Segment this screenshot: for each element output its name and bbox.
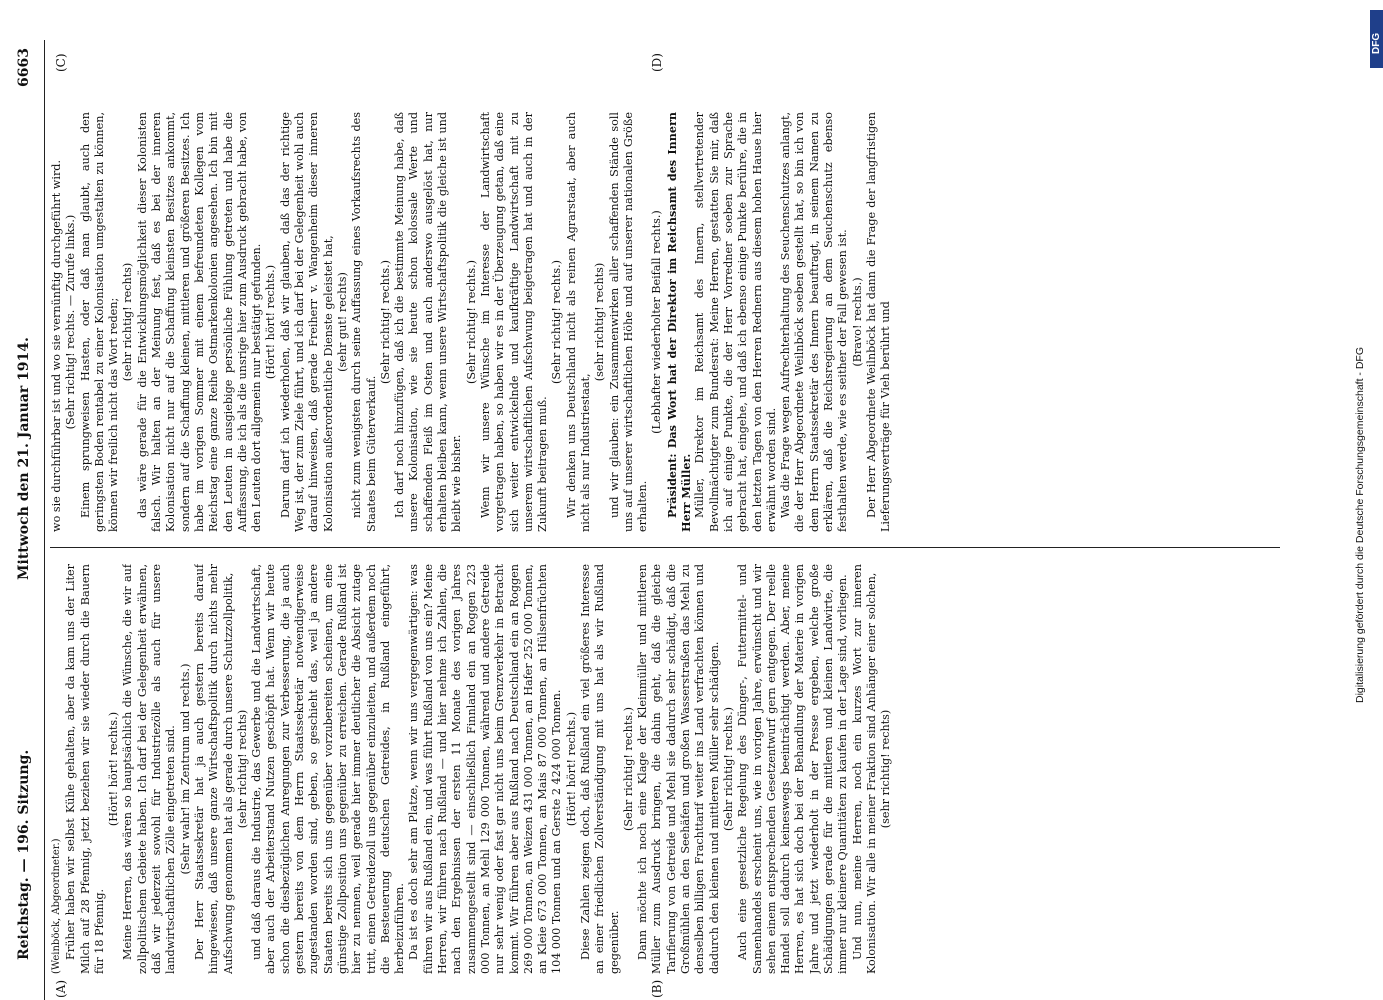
paragraph: Meine Herren, das wären so hauptsächlich die Wünsche, die wir auf zollpolitischem Gebiete haben. Ich darf bei der Gelegenheit erwähnen, daß wir jederzeit sowohl für Industriezölle als auch für unsere landwirtschaftlichen Zölle eingetreten sind. [121,564,178,974]
paragraph: Dann möchte ich noch eine Klage der Kleinmüller und mittleren Müller zum Ausdruck bringen, die dahin geht, daß die gleiche Tarifierung von Getreide und Mehl sie dadurch sehr schädigt, daß die Großmühlen an den Seehäfen und großen Wasserstraßen das Mehl zu denselben billigen Frachttarif weiter ins Land verfrachten können und dadurch den kleinen und mittleren Müller sehr schädigen. [636,564,721,974]
paragraph: Müller, Direktor im Reichsamt des Innern, stellvertretender Bevollmächtigter zum Bundesrat: Meine Herren, gestatten Sie mir, daß ich auf einige Punkte, die der Herr Vorredner soeben zur Sprache gebracht hat, eingehe, und daß ich ebenso einige Punkte berühre, die in den letzten Tagen von den Herren Rednern aus diesem hohen Hause hier erwähnt worden sind. [693,112,778,532]
paragraph: Darum darf ich wiederholen, daß wir glauben, daß das der richtige Weg ist, der zum Ziele führt, und ich darf bei der Gelegenheit wohl auch darauf hinweisen, daß gerade Freiherr v. Wangenheim dieser inneren Kolonisation außerordentliche Dienste geleistet hat, [278,112,335,532]
header-session: Reichstag. — 196. Sitzung. [16,749,32,960]
paragraph: Und nun, meine Herren, noch ein kurzes Wort zur inneren Kolonisation. Wir alle in meiner Fraktion sind Anhänger einer solchen, [850,564,878,974]
paragraph: nicht zum wenigsten durch seine Auffassung eines Vorkaufsrechts des Staates beim Güterverkauf. [350,112,378,532]
paragraph: wo sie durchführbar ist und wo sie vernünftig durchgeführt wird. [50,159,63,532]
header-date: Mittwoch den 21. Januar 1914. [16,337,32,580]
margin-mark-d: (D) [650,53,664,72]
digitization-credit [1352,8,1376,988]
interjection: (sehr richtig! rechts) [235,709,249,829]
interjection: (Hört! hört! rechts.) [107,711,121,827]
paragraph: Der Herr Abgeordnete Weilnböck hat dann die Frage der langfristigen Lieferungsverträge für Vieh berührt und [864,112,893,532]
interjection: (Sehr richtig! rechts. — Zurufe links.) [64,214,78,430]
text-column-right [50,112,1280,532]
dfg-logo-icon: DFG [1370,10,1383,68]
paragraph: Wir denken uns Deutschland nicht als reinen Agrarstaat, aber auch nicht als nur Industriestaat, [564,112,592,532]
interjection: (Hört! hört! rechts.) [564,711,578,827]
paragraph: Früher haben wir selbst Kühe gehalten, aber da kam uns der Liter Milch auf 28 Pfennig, jetzt beziehen wir sie wieder durch die Bauern für 18 Pfennig. [64,564,106,974]
interjection: (sehr richtig! rechts) [593,262,607,382]
paragraph: Da ist es doch sehr am Platze, wenn wir uns vergegenwärtigen: was führen wir aus Rußland ein, und was führt Rußland von uns ein? Meine Herren, wir führen nach Rußland — und hier nehme ich Zahlen, die nach den Ergebnissen der ersten 11 Monate des vorigen Jahres zusammengestellt sind — einschließlich Finnland ein an Roggen 223 000 Tonnen, an Mehl 129 000 Tonnen, während und andere Getreide nur sehr wenig oder fast gar nicht uns beim Grenzverkehr in Betracht kommt. Wir führen aber aus Rußland nach Deutschland ein an Roggen 269 000 Tonnen, an Weizen 431 000 Tonnen, an Hafer 252 000 Tonnen, an Kleie 673 000 Tonnen, an Mais 87 000 Tonnen, an Hülsenfrüchten 104 000 Tonnen und an Gerste 2 424 000 Tonnen. [407,564,564,974]
paragraph: Der Herr Staatssekretär hat ja auch gestern bereits darauf hingewiesen, daß unsere ganze Wirtschaftspolitik durch nichts mehr Aufschwung genommen hat als gerade durch unsere Schutzzollpolitik, [192,564,235,974]
paragraph: Einem sprungweisen Hasten, oder daß man glaubt, auch den geringsten Boden rentabel zu einer Kolonisation umgestalten zu können, können wir freilich nicht das Wort reden; [78,112,121,532]
margin-mark-b: (B) [650,979,664,998]
interjection: (Sehr richtig! rechts.) [550,259,564,385]
interjection: (Sehr richtig! rechts.) [378,259,392,385]
credit-text: Digitalisierung gefördert durch die Deutsche Forschungsgemeinschaft - DFG [1354,346,1366,703]
interjection: (sehr gut! rechts) [335,272,349,372]
interjection: (Lebhafter wiederholter Beifall rechts.) [650,210,664,434]
page-header [10,40,45,1000]
interjection: (Bravo! rechts.) [850,277,864,367]
interjection: (Sehr richtig! rechts.) [464,259,478,385]
speaker-attribution: (Weinböck, Abgeordneter.) [51,838,62,974]
president-statement: Präsident: Das Wort hat der Direktor im Reichsamt des Innern Herr Müller. [664,112,694,532]
column-divider [50,547,1280,548]
margin-mark-a: (A) [54,979,68,998]
paragraph: Auch eine gesetzliche Regelung des Dünger-, Futtermittel- und Samenhandels erscheint uns, wie in vorigen Jahre, erwünscht und wir sehen einem entsprechenden Gesetzentwurf gern entgegen. Der reelle Handel soll dadurch keineswegs beeinträchtigt werden. Aber, meine Herren, es hat sich doch bei der Behandlung der Materie in vorigen Jahre und jetzt wiederholt in der Presse ergeben, welche große Schädigungen gerade für die mittleren und kleinen Landwirte, die immer nur kleinere Quantitäten zu kaufen in der Lage sind, vorliegen. [736,564,850,974]
paragraph: und wir glauben: ein Zusammenwirken aller schaffenden Stände soll uns auf unserer wirtschaftlichen Höhe und auf unserer nationalen Größe erhalten. [607,112,650,532]
paragraph: Wenn wir unsere Wünsche im Interesse der Landwirtschaft vorgetragen haben, so haben wir es in der Überzeugung getan, daß eine sich weiter entwickelnde und kaufkräftige Landwirtschaft mit zu unserem wirtschaftlichen Aufschwung beigetragen hat und auch in der Zukunft beitragen muß. [478,112,550,532]
paragraph: und daß daraus die Industrie, das Gewerbe und die Landwirtschaft, aber auch der Arbeiterstand Nutzen geschöpft hat. Wenn wir heute schon die diesbezüglichen Anregungen zur Verbesserung, die ja auch gestern bereits von dem Herrn Staatssekretär notwendigerweise zugestanden worden sind, geben, so geschieht das, weil ja andere Staaten bereits sich uns gegenüber vorzubereiten scheinen, um eine günstige Zollposition uns gegenüber zu erreichen. Gerade Rußland ist hier zu nennen, weil gerade hier immer deutlicher die Absicht zutage tritt, einen Getreidezoll uns gegenüber einzuleiten, und außerdem noch die Besteuerung deutschen Getreides, in Rußland eingeführt, herbeizuführen. [250,564,407,974]
interjection: (Sehr richtig! rechts.) [621,706,635,832]
margin-mark-c: (C) [54,53,68,72]
paragraph: Was die Frage wegen Aufrechterhaltung des Seuchenschutzes anlangt, die der Herr Abgeordnete Weilnböck soeben gestellt hat, so bin ich von dem Herrn Staatssekretär des Innern beauftragt, in seinem Namen zu erklären, daß die Reichsregierung an dem Seuchenschutz ebenso festhalten werde, wie es seither der Fall gewesen ist. [779,112,850,532]
page-number: 6663 [16,48,32,87]
interjection: (Sehr wahr! im Zentrum und rechts.) [178,663,192,875]
text-column-left [50,564,1280,974]
interjection: (sehr richtig! rechts) [121,262,135,382]
interjection: (sehr richtig! rechts) [879,709,893,829]
paragraph: Ich darf noch hinzufügen, daß ich die bestimmte Meinung habe, daß unsere Kolonisation, wie sie heute schon kolossale Werte und schaffenden Fleiß im Osten und auch anderswo ausgelöst hat, nur erhalten bleiben kann, wenn unsere Wirtschaftspolitik die gleiche ist und bleibt wie bisher. [393,112,464,532]
paragraph: das wäre gerade für die Entwicklungsmöglichkeit dieser Kolonisten falsch. Wir halten an der Meinung fest, daß es bei der inneren Kolonisation nicht nur auf die Schaffung kleinsten Besitzes ankommt, sondern auf die Schaffung kleinen, mittleren und größeren Besitzes. Ich habe im vorigen Sommer mit einem befreundeten Kollegen vom Reichstag eine ganze Reihe Ostmarkenkolonien angesehen. Ich bin mit den Leuten in ausgiebige persönliche Fühlung getreten und habe die Auffassung, die ich als die unsrige hier zum Ausdruck gebracht habe, von den Leuten dort allgemein nur bestätigt gefunden. [135,112,264,532]
interjection: (Sehr richtig! rechts.) [721,706,735,832]
interjection: (Hört! hört! rechts.) [264,264,278,380]
paragraph: Diese Zahlen zeigen doch, daß Rußland ein viel größeres Interesse an einer friedlichen Zollverständigung mit uns hat als wir Rußland gegenüber. [578,564,621,974]
document-page [10,40,1293,1000]
